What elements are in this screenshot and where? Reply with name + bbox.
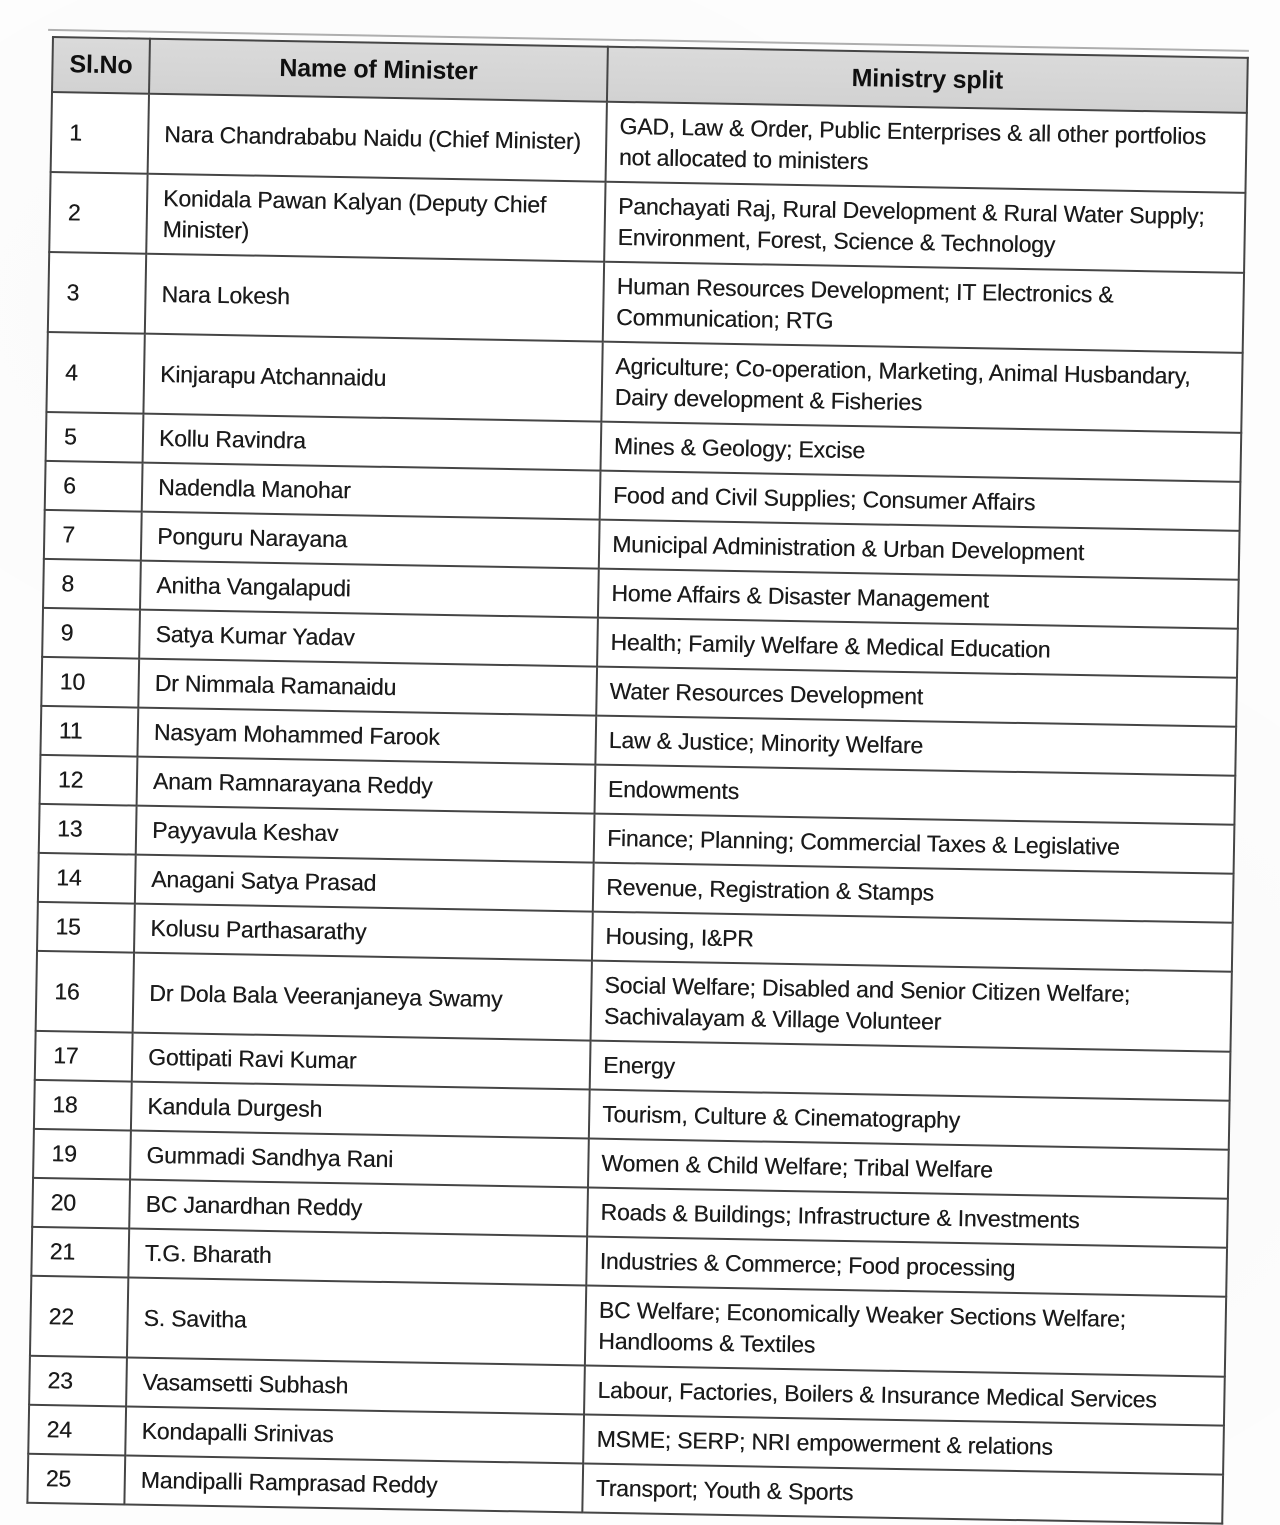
- cell-ministry-split: Roads & Buildings; Infrastructure & Investments: [587, 1188, 1228, 1248]
- ministers-table: [26, 36, 1248, 1525]
- cell-minister-name: Vasamsetti Subhash: [126, 1358, 585, 1415]
- cell-minister-name: Mandipalli Ramprasad Reddy: [124, 1455, 583, 1512]
- cell-ministry-split: Mines & Geology; Excise: [600, 422, 1241, 482]
- cell-minister-name: Anam Ramnarayana Reddy: [137, 757, 596, 814]
- cell-slno: 18: [34, 1080, 132, 1131]
- cell-slno: 19: [33, 1129, 131, 1180]
- cell-slno: 4: [46, 332, 144, 414]
- cell-slno: 11: [40, 706, 138, 757]
- cell-minister-name: Gummadi Sandhya Rani: [130, 1131, 589, 1188]
- cell-ministry-split: Health; Family Welfare & Medical Education: [597, 618, 1238, 678]
- cell-ministry-split: Industries & Commerce; Food processing: [586, 1237, 1227, 1297]
- cell-minister-name: Nadendla Manohar: [142, 463, 601, 520]
- cell-minister-name: Anitha Vangalapudi: [140, 561, 599, 618]
- cell-ministry-split: Tourism, Culture & Cinematography: [589, 1090, 1230, 1150]
- cell-minister-name: Satya Kumar Yadav: [139, 610, 598, 667]
- cell-slno: 16: [36, 951, 134, 1033]
- cell-slno: 5: [46, 412, 144, 463]
- cell-ministry-split: Agriculture; Co-operation, Marketing, Animal Husbandary, Dairy development & Fisheries: [601, 342, 1242, 433]
- cell-ministry-split: MSME; SERP; NRI empowerment & relations: [583, 1414, 1224, 1474]
- cell-slno: 15: [37, 902, 135, 953]
- cell-ministry-split: Housing, I&PR: [592, 912, 1233, 972]
- cell-minister-name: Dr Dola Bala Veeranjaneya Swamy: [133, 953, 592, 1041]
- table-body: [27, 92, 1246, 1524]
- cell-ministry-split: Social Welfare; Disabled and Senior Citizen Welfare; Sachivalayam & Village Volunteer: [591, 961, 1232, 1052]
- cell-minister-name: Anagani Satya Prasad: [135, 855, 594, 912]
- cell-ministry-split: Women & Child Welfare; Tribal Welfare: [588, 1139, 1229, 1199]
- cell-slno: 17: [35, 1031, 133, 1082]
- col-header-slno: Sl.No: [52, 37, 150, 94]
- cell-slno: 1: [51, 92, 149, 174]
- cell-slno: 7: [44, 510, 142, 561]
- cell-slno: 23: [29, 1356, 127, 1407]
- cell-minister-name: BC Janardhan Reddy: [129, 1180, 588, 1237]
- col-header-minister-name: Name of Minister: [149, 39, 608, 102]
- cell-slno: 10: [41, 657, 139, 708]
- cell-ministry-split: Revenue, Registration & Stamps: [593, 863, 1234, 923]
- cell-minister-name: Kinjarapu Atchannaidu: [143, 334, 602, 422]
- cell-slno: 24: [28, 1405, 126, 1456]
- cell-ministry-split: Food and Civil Supplies; Consumer Affairs: [600, 471, 1241, 531]
- cell-slno: 20: [32, 1178, 130, 1229]
- cell-ministry-split: Panchayati Raj, Rural Development & Rural Water Supply; Environment, Forest, Science & Technology: [604, 182, 1245, 273]
- cell-slno: 9: [42, 608, 140, 659]
- cell-minister-name: Gottipati Ravi Kumar: [132, 1033, 591, 1090]
- cell-slno: 25: [27, 1454, 125, 1505]
- cell-ministry-split: Law & Justice; Minority Welfare: [595, 716, 1236, 776]
- cell-minister-name: S. Savitha: [127, 1278, 586, 1366]
- cell-minister-name: Kondapalli Srinivas: [125, 1407, 584, 1464]
- cell-minister-name: Konidala Pawan Kalyan (Deputy Chief Minister): [146, 174, 605, 262]
- cell-ministry-split: BC Welfare; Economically Weaker Sections Welfare; Handlooms & Textiles: [585, 1286, 1226, 1377]
- cell-minister-name: Dr Nimmala Ramanaidu: [138, 659, 597, 716]
- cell-slno: 14: [38, 853, 136, 904]
- col-header-ministry-split: Ministry split: [607, 47, 1248, 113]
- cell-slno: 8: [43, 559, 141, 610]
- cell-minister-name: T.G. Bharath: [128, 1229, 587, 1286]
- cell-slno: 6: [45, 461, 143, 512]
- cell-ministry-split: Finance; Planning; Commercial Taxes & Legislative: [594, 814, 1235, 874]
- cell-minister-name: Kolusu Parthasarathy: [134, 904, 593, 961]
- table-tilt-wrapper: [26, 36, 1246, 1525]
- cell-slno: 13: [39, 804, 137, 855]
- cell-ministry-split: Home Affairs & Disaster Management: [598, 569, 1239, 629]
- cell-ministry-split: Human Resources Development; IT Electronics & Communication; RTG: [603, 262, 1244, 353]
- cell-slno: 3: [48, 252, 146, 334]
- cell-slno: 2: [49, 172, 147, 254]
- cell-ministry-split: Transport; Youth & Sports: [582, 1463, 1223, 1523]
- cell-minister-name: Payyavula Keshav: [136, 806, 595, 863]
- cell-ministry-split: Water Resources Development: [596, 667, 1237, 727]
- cell-ministry-split: Endowments: [595, 765, 1236, 825]
- cell-ministry-split: Municipal Administration & Urban Development: [599, 520, 1240, 580]
- cell-ministry-split: GAD, Law & Order, Public Enterprises & all other portfolios not allocated to ministers: [606, 102, 1247, 193]
- cell-slno: 22: [30, 1276, 128, 1358]
- cell-ministry-split: Labour, Factories, Boilers & Insurance Medical Services: [584, 1366, 1225, 1426]
- cell-minister-name: Ponguru Narayana: [141, 512, 600, 569]
- cell-minister-name: Nara Chandrababu Naidu (Chief Minister): [148, 94, 607, 182]
- cell-ministry-split: Energy: [590, 1041, 1231, 1101]
- cell-slno: 21: [31, 1227, 129, 1278]
- cell-slno: 12: [40, 755, 138, 806]
- cell-minister-name: Kandula Durgesh: [131, 1082, 590, 1139]
- cell-minister-name: Nara Lokesh: [145, 254, 604, 342]
- cell-minister-name: Nasyam Mohammed Farook: [137, 708, 596, 765]
- cell-minister-name: Kollu Ravindra: [143, 414, 602, 471]
